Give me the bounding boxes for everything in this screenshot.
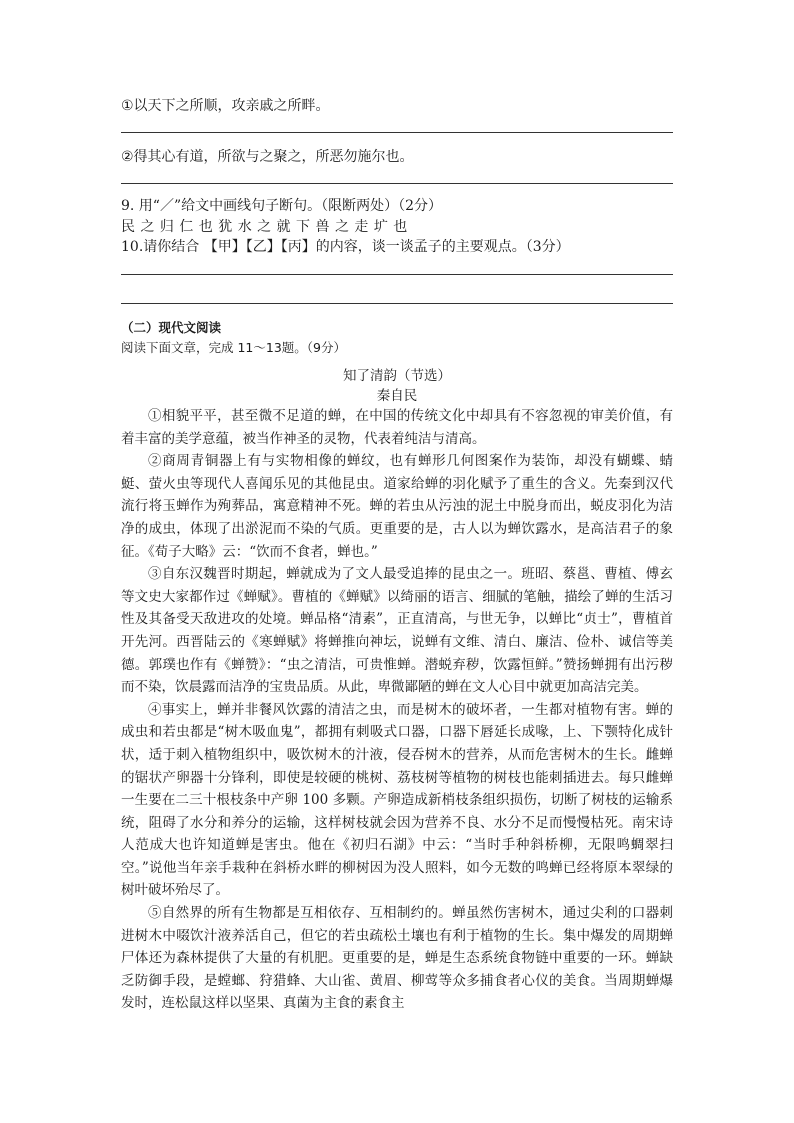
section-heading: （二）现代文阅读 (121, 320, 222, 335)
section-instruction: 阅读下面文章，完成 11～13题。（9分） (121, 340, 346, 355)
question-9: 9. 用“／”给文中画线句子断句。（限断两处）（2分） (121, 198, 443, 214)
article-paragraph-4: ④事实上，蝉并非餐风饮露的清洁之虫，而是树木的破坏者，一生都对植物有害。蝉的成虫和若虫都是“树木吸血鬼”，都拥有刺吸式口器，口器下唇延长成喙，上、下颚特化成针状，适于刺入植物组织中，吸饮树木的汁液，侵吞树木的营养，从而危害树木的生长。雌蝉的锯状产卵器十分锋利，即使是较硬的桃树、荔枝树等植物的树枝也能刺插进去。每只雌蝉一生要在二三十根枝条中产卵 100 多颗。产卵造成新梢枝条组织损伤，切断了树枝的运输系统，阻碍了水分和养分的运输，这样树枝就会因为营养不良、水分不足而慢慢枯死。南宋诗人范成大也许知道蝉是害虫。他在《初归石湖》中云：“当时手种斜桥柳，无限鸣蜩翠扫空。”说他当年亲手栽种在斜桥水畔的柳树因为没人照料，如今无数的鸣蝉已经将原本翠绿的树叶破坏殆尽了。 (121, 701, 673, 899)
answer-line (121, 183, 673, 184)
question-8-item-2: ②得其心有道，所欲与之聚之，所恶勿施尔也。 (121, 149, 414, 165)
question-10: 10.请你结合 【甲】【乙】【丙】的内容，谈一谈孟子的主要观点。（3分） (121, 239, 570, 255)
article-paragraph-2: ②商周青铜器上有与实物相像的蝉纹，也有蝉形几何图案作为装饰，却没有蝴蝶、蜻蜓、萤火虫等现代人喜闻乐见的其他昆虫。道家给蝉的羽化赋予了重生的含义。先秦到汉代流行将玉蝉作为殉葬品，寓意精神不死。蝉的若虫从污浊的泥土中脱身而出，蜕皮羽化为洁净的成虫，体现了出淤泥而不染的气质。更重要的是，古人以为蝉饮露水，是高洁君子的象征。《荀子大略》云：“饮而不食者，蝉也。” (121, 453, 673, 560)
article-paragraph-5: ⑤自然界的所有生物都是互相依存、互相制约的。蝉虽然伤害树木，通过尖利的口器刺进树木中啜饮汁液养活自己，但它的若虫疏松土壤也有利于植物的生长。集中爆发的周期蝉尸体还为森林提供了大量的有机肥。更重要的是，蝉是生态系统食物链中重要的一环。蝉缺乏防御手段，是螳螂、狩猎蜂、大山雀、黄眉、柳莺等众多捕食者心仪的美食。当周期蝉爆发时，连松鼠这样以坚果、真菌为主食的素食主 (121, 905, 673, 1012)
answer-line (121, 274, 673, 275)
article-body (121, 405, 673, 1015)
article-paragraph-1: ①相貌平平，甚至微不足道的蝉，在中国的传统文化中却具有不容忽视的审美价值，有着丰富的美学意蕴，被当作神圣的灵物，代表着纯洁与清高。 (121, 408, 673, 447)
question-9-sentence: 民 之 归 仁 也 犹 水 之 就 下 兽 之 走 圹 也 (121, 219, 408, 235)
question-8-item-1: ①以天下之所顺，攻亲戚之所畔。 (121, 98, 330, 114)
article-paragraph-3: ③自东汉魏晋时期起，蝉就成为了文人最受追捧的昆虫之一。班昭、蔡邕、曹植、傅玄等文史大家都作过《蝉赋》。曹植的《蝉赋》以绮丽的语言、细腻的笔触，描绘了蝉的生活习性及其备受天敌进攻的处境。蝉品格“清素”，正直清高，与世无争，以蝉比“贞士”，曹植首开先河。西晋陆云的《寒蝉赋》将蝉推向神坛，说蝉有文维、清白、廉洁、俭朴、诚信等美德。郭璞也作有《蝉赞》：“虫之清洁，可贵惟蝉。潜蜕弃秽，饮露恒鲜。”赞扬蝉拥有出污秽而不染，饮晨露而洁净的宝贵品质。从此，卑微鄙陋的蝉在文人心目中就更加高洁完美。 (121, 566, 673, 696)
answer-line (121, 303, 673, 304)
article-author: 秦自民 (376, 388, 418, 404)
article-title: 知了清韵（节选） (343, 368, 451, 384)
answer-line (121, 132, 673, 133)
